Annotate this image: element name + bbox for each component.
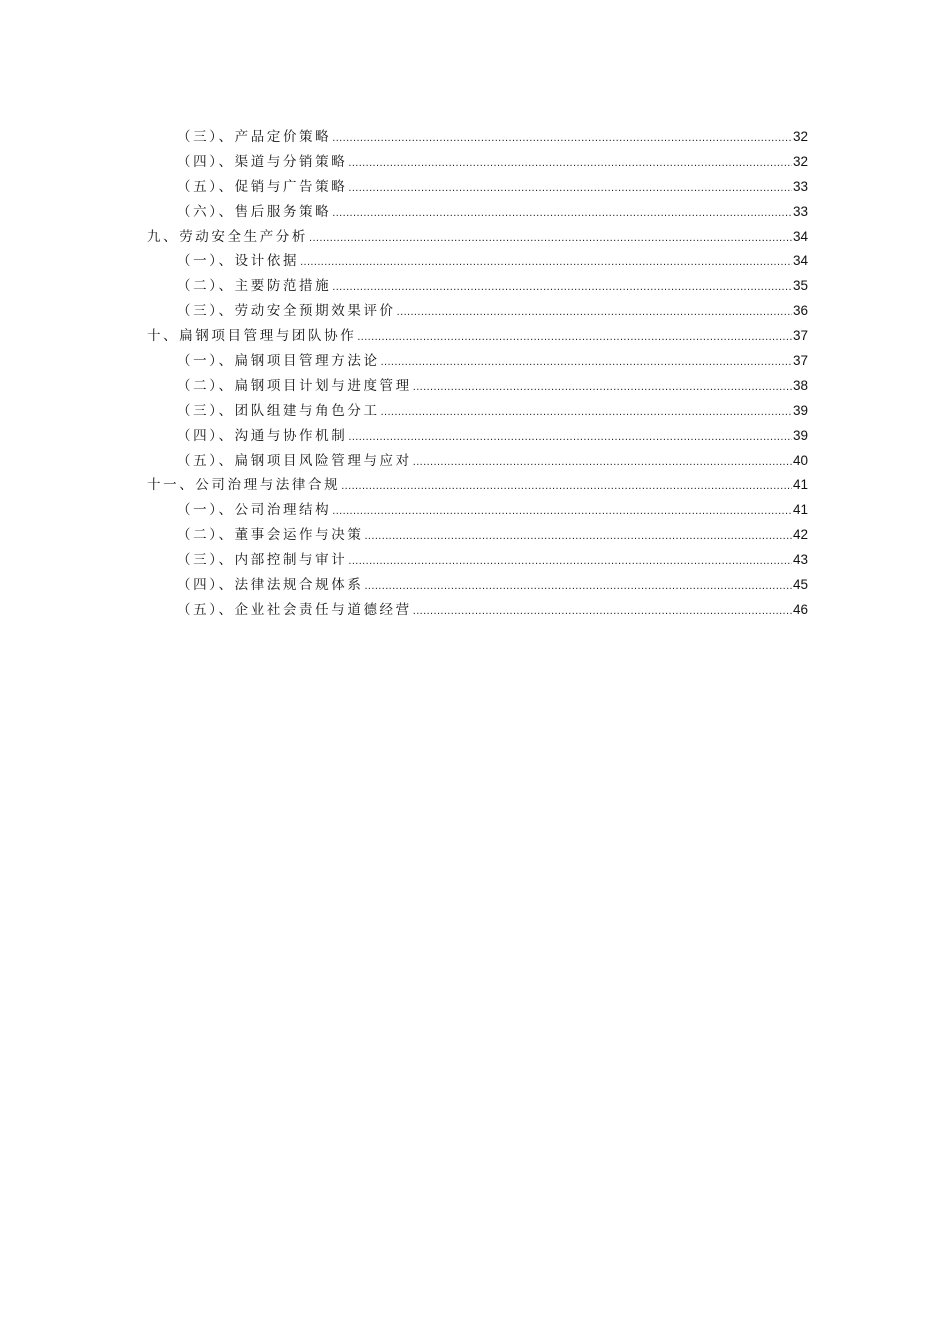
toc-entry-title: （三）、产品定价策略 xyxy=(177,129,332,145)
toc-entry-safety-evaluation[interactable] xyxy=(147,299,808,324)
toc-page-number: 32 xyxy=(792,129,808,144)
toc-entry-team-roles[interactable] xyxy=(147,399,808,424)
toc-page-number: 45 xyxy=(792,577,808,593)
toc-dot-leader xyxy=(332,126,792,151)
toc-page-number: 41 xyxy=(792,477,808,493)
toc-chapter-project-management[interactable] xyxy=(147,324,808,349)
toc-entry-title: （二）、主要防范措施 xyxy=(177,278,332,295)
toc-entry-title: （五）、企业社会责任与道德经营 xyxy=(177,601,412,618)
toc-page-number: 37 xyxy=(792,353,808,369)
toc-entry-promotion-advertising[interactable] xyxy=(147,175,808,200)
toc-dot-leader xyxy=(348,425,792,450)
toc-entry-title: （一）、扁钢项目管理方法论 xyxy=(177,353,380,370)
toc-page-number: 35 xyxy=(792,278,808,294)
toc-dot-leader xyxy=(357,325,792,350)
toc-dot-leader xyxy=(413,375,792,400)
toc-entry-title: （四）、法律法规合规体系 xyxy=(177,577,364,594)
toc-page-number: 32 xyxy=(792,153,808,169)
toc-page-number: 39 xyxy=(792,427,808,443)
toc-dot-leader xyxy=(413,599,792,624)
toc-page-number: 37 xyxy=(792,328,808,344)
toc-entry-title: （三）、内部控制与审计 xyxy=(177,552,348,569)
toc-dot-leader xyxy=(348,549,792,574)
toc-page-number: 46 xyxy=(792,601,808,617)
toc-entry-title: （三）、团队组建与角色分工 xyxy=(177,402,380,419)
toc-entry-internal-control[interactable] xyxy=(147,548,808,573)
toc-entry-prevention-measures[interactable] xyxy=(147,274,808,299)
toc-page-number: 36 xyxy=(792,303,808,319)
toc-entry-title: （一）、公司治理结构 xyxy=(177,502,332,519)
toc-chapter-governance-compliance[interactable] xyxy=(147,473,808,498)
toc-entry-after-sales[interactable] xyxy=(147,200,808,225)
toc-page-number: 40 xyxy=(792,452,808,468)
toc-dot-leader xyxy=(332,499,792,524)
toc-page-number: 43 xyxy=(792,552,808,568)
toc-entry-title: 九、劳动安全生产分析 xyxy=(147,228,308,245)
toc-entry-governance-structure[interactable] xyxy=(147,498,808,523)
toc-dot-leader xyxy=(341,474,792,499)
toc-dot-leader xyxy=(300,250,792,275)
toc-dot-leader xyxy=(348,151,792,176)
toc-dot-leader xyxy=(364,574,792,599)
toc-entry-social-responsibility[interactable] xyxy=(147,598,808,623)
toc-entry-title: （二）、董事会运作与决策 xyxy=(177,527,364,544)
toc-entry-board-operation[interactable] xyxy=(147,523,808,548)
toc-entry-pm-methodology[interactable] xyxy=(147,349,808,374)
toc-entry-title: （二）、扁钢项目计划与进度管理 xyxy=(177,377,412,394)
toc-dot-leader xyxy=(381,350,792,375)
toc-entry-legal-compliance[interactable] xyxy=(147,573,808,598)
toc-dot-leader xyxy=(381,400,792,425)
toc-page-number: 39 xyxy=(792,402,808,418)
toc-page-number: 41 xyxy=(792,502,808,518)
toc-page-number: 34 xyxy=(792,253,808,269)
toc-entry-design-basis[interactable] xyxy=(147,249,808,274)
toc-entry-plan-schedule[interactable] xyxy=(147,374,808,399)
toc-entry-product-pricing[interactable] xyxy=(147,125,808,150)
toc-page-number: 33 xyxy=(792,203,808,219)
toc-dot-leader xyxy=(332,201,792,226)
toc-entry-title: （一）、设计依据 xyxy=(177,253,300,270)
toc-entry-title: （四）、沟通与协作机制 xyxy=(177,427,348,444)
toc-entry-channels-distribution[interactable] xyxy=(147,150,808,175)
toc-dot-leader xyxy=(364,524,792,549)
toc-dot-leader xyxy=(309,226,792,251)
toc-entry-title: （六）、售后服务策略 xyxy=(177,203,332,220)
toc-dot-leader xyxy=(348,176,792,201)
toc-dot-leader xyxy=(397,300,792,325)
toc-page-number: 42 xyxy=(792,527,808,543)
toc-entry-title: （五）、扁钢项目风险管理与应对 xyxy=(177,452,412,469)
toc-entry-communication[interactable] xyxy=(147,424,808,449)
toc-chapter-labor-safety[interactable] xyxy=(147,225,808,250)
toc-dot-leader xyxy=(332,275,792,300)
toc-entry-title: （四）、渠道与分销策略 xyxy=(177,153,348,170)
toc-entry-title: （三）、劳动安全预期效果评价 xyxy=(177,303,396,320)
toc-entry-risk-management[interactable] xyxy=(147,449,808,474)
toc-entry-title: （五）、促销与广告策略 xyxy=(177,178,348,195)
toc-dot-leader xyxy=(413,450,792,475)
toc-entry-title: 十、扁钢项目管理与团队协作 xyxy=(147,328,357,345)
toc-page-number: 34 xyxy=(792,228,808,244)
toc-page-number: 33 xyxy=(792,178,808,194)
toc-entry-title: 十一、公司治理与法律合规 xyxy=(147,477,341,494)
table-of-contents xyxy=(147,125,808,623)
toc-page-number: 38 xyxy=(792,377,808,393)
